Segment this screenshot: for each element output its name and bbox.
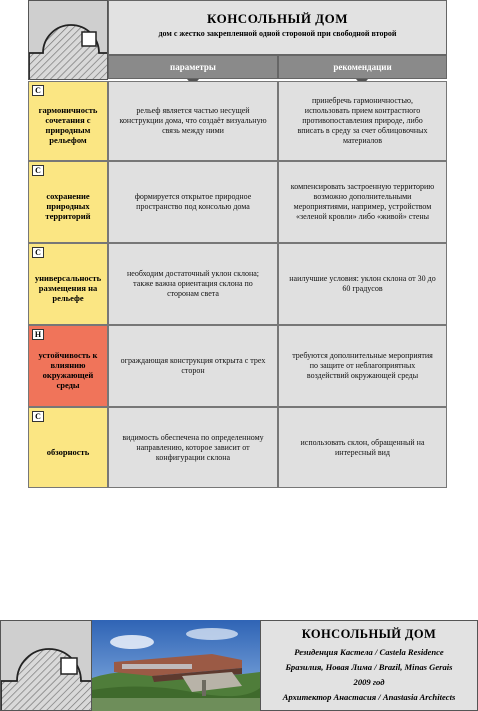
- recs-cell: наилучшие условия: уклон склона от 30 до 60 градусов: [278, 243, 447, 325]
- params-cell: ограждающая конструкция открыта с трех сторон: [108, 325, 278, 407]
- criterion-label: [28, 325, 108, 407]
- project-name: Резиденция Кастела / Castela Residence: [294, 647, 444, 657]
- rating-mark: С: [32, 411, 44, 422]
- recs-cell: принебречь гармоничностью, использовать прием контрастного противопоставления природе, либо вписать в среду за счет облицовочных материалов: [278, 81, 447, 161]
- recs-cell: требуются дополнительные мероприятия по защите от неблагоприятных воздействий окружающей среды: [278, 325, 447, 407]
- project-year: 2009 год: [353, 677, 385, 687]
- criterion-label: [28, 243, 108, 325]
- recs-cell: компенсировать застроенную территорию возможно дополнительными мероприятиями, например, устройством «зеленой кровли» либо «живой» стены: [278, 161, 447, 243]
- cantilever-symbol-icon: [29, 1, 108, 80]
- criterion-text: гармоничность сочетания с природным рельефом: [38, 105, 98, 145]
- params-cell: формируется открытое природное пространство под консолью дома: [108, 161, 278, 243]
- criterion-text: сохранение природных территорий: [45, 191, 91, 221]
- rating-mark: С: [32, 85, 44, 96]
- building-photo: [92, 620, 260, 711]
- criterion-label: [28, 81, 108, 161]
- params-cell: рельеф является частью несущей конструкции дома, что создаёт визуальную связь между ними: [108, 81, 278, 161]
- residence-photo-illustration: [92, 620, 260, 711]
- page-subtitle: дом с жестко закрепленной одной стороной при свободной второй: [158, 29, 397, 38]
- criterion-label: [28, 407, 108, 488]
- params-cell: необходим достаточный уклон склона; также важна ориентация склона по сторонам света: [108, 243, 278, 325]
- rating-mark: С: [32, 247, 44, 258]
- criterion-text: универсальность размещения на рельефе: [34, 273, 102, 303]
- rating-mark: С: [32, 165, 44, 176]
- criterion-text: обзорность: [46, 446, 90, 457]
- header-title-box: [108, 0, 447, 55]
- cantilever-symbol-icon: [1, 621, 92, 711]
- footer-house-type-logo: [0, 620, 92, 711]
- rating-mark: Н: [32, 329, 44, 340]
- params-cell: видимость обеспечена по определенному направлению, которое зависит от конфигурации склона: [108, 407, 278, 488]
- column-header-recs: рекомендации: [278, 55, 447, 79]
- project-type-title: КОНСОЛЬНЫЙ ДОМ: [301, 627, 437, 641]
- recs-cell: использовать склон, обращенный на интересный вид: [278, 407, 447, 488]
- project-info-box: [260, 620, 478, 711]
- project-architect: Архитектор Анастасия / Anastasia Architects: [282, 692, 456, 702]
- project-location: Бразилия, Новая Лима / Brazil, Minas Gerais: [285, 662, 453, 672]
- criterion-text: устойчивость к влиянию окружающей среды: [38, 350, 98, 390]
- house-type-logo: [28, 0, 108, 80]
- criterion-label: [28, 161, 108, 243]
- page-title: КОНСОЛЬНЫЙ ДОМ: [206, 11, 349, 26]
- column-header-params: параметры: [108, 55, 278, 79]
